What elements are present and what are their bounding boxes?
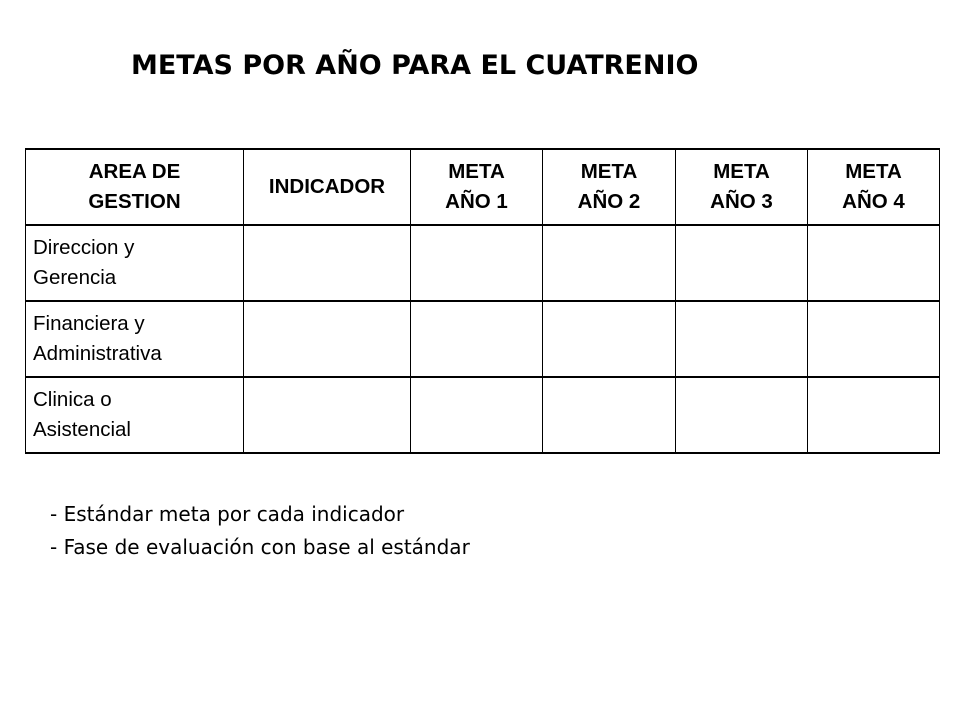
header-text-line: AÑO 3 bbox=[710, 190, 773, 213]
meta-cell bbox=[411, 377, 543, 453]
header-area-de-gestion bbox=[26, 149, 244, 225]
area-text-line: Gerencia bbox=[33, 266, 117, 289]
header-text-line: META bbox=[448, 160, 505, 183]
meta-cell bbox=[808, 225, 940, 301]
area-text-line: Administrativa bbox=[33, 342, 162, 365]
page-title: METAS POR AÑO PARA EL CUATRENIO bbox=[131, 50, 699, 81]
header-meta-ano-1 bbox=[411, 149, 543, 225]
indicador-cell bbox=[244, 225, 411, 301]
header-text-line: AREA DE bbox=[88, 160, 181, 183]
meta-cell bbox=[543, 377, 676, 453]
header-text-line: META bbox=[580, 160, 638, 183]
header-meta-ano-2 bbox=[543, 149, 676, 225]
meta-cell bbox=[543, 225, 676, 301]
meta-cell bbox=[411, 225, 543, 301]
header-text-line: INDICADOR bbox=[268, 175, 386, 198]
notes-list bbox=[50, 498, 470, 564]
area-text-line: Clinica o bbox=[33, 388, 112, 411]
meta-cell bbox=[808, 377, 940, 453]
table-header-row bbox=[26, 149, 940, 225]
header-text-line: META bbox=[713, 160, 770, 183]
meta-cell bbox=[676, 301, 808, 377]
meta-cell bbox=[411, 301, 543, 377]
area-cell bbox=[26, 377, 244, 453]
area-cell bbox=[26, 301, 244, 377]
header-meta-ano-4 bbox=[808, 149, 940, 225]
area-text-line: Direccion y bbox=[33, 236, 135, 259]
table-row bbox=[26, 225, 940, 301]
meta-cell bbox=[543, 301, 676, 377]
header-indicador bbox=[244, 149, 411, 225]
note-item: - Fase de evaluación con base al estándar bbox=[50, 535, 470, 559]
area-text-line: Financiera y bbox=[33, 312, 145, 335]
goals-table bbox=[25, 148, 940, 454]
header-text-line: META bbox=[845, 160, 902, 183]
indicador-cell bbox=[244, 301, 411, 377]
header-text-line: AÑO 4 bbox=[842, 190, 905, 213]
indicador-cell bbox=[244, 377, 411, 453]
header-text-line: GESTION bbox=[88, 190, 181, 213]
meta-cell bbox=[676, 225, 808, 301]
table-row bbox=[26, 377, 940, 453]
note-item: - Estándar meta por cada indicador bbox=[50, 502, 405, 526]
header-meta-ano-3 bbox=[676, 149, 808, 225]
table-row bbox=[26, 301, 940, 377]
meta-cell bbox=[676, 377, 808, 453]
header-text-line: AÑO 1 bbox=[445, 190, 508, 213]
meta-cell bbox=[808, 301, 940, 377]
header-text-line: AÑO 2 bbox=[577, 190, 641, 213]
area-text-line: Asistencial bbox=[33, 418, 131, 441]
area-cell bbox=[26, 225, 244, 301]
